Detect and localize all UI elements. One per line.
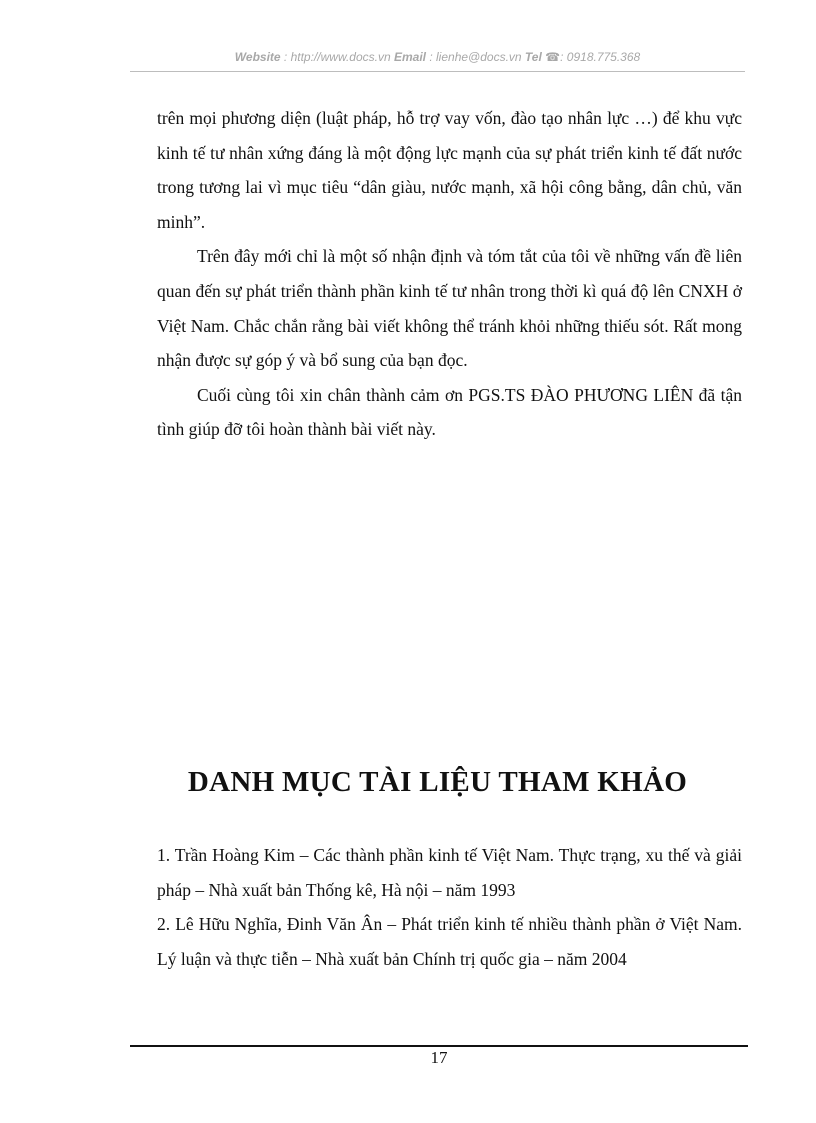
website-value: : http://www.docs.vn <box>283 50 391 64</box>
telephone-icon: ☎ <box>545 50 561 64</box>
tel-label: Tel <box>524 50 542 64</box>
header-divider <box>130 71 745 72</box>
reference-item-2: 2. Lê Hữu Nghĩa, Đinh Văn Ân – Phát triển kinh tế nhiều thành phần ở Việt Nam. Lý luận và thực tiễn – Nhà xuất bản Chính trị quốc gia – năm 2004 <box>157 914 742 969</box>
references-title: DANH MỤC TÀI LIỆU THAM KHẢO <box>187 766 688 798</box>
paragraph-1: trên mọi phương diện (luật pháp, hỗ trợ vay vốn, đào tạo nhân lực …) để khu vực kinh tế tư nhân xứng đáng là một động lực mạnh của sự phát triển kinh tế đất nước trong tương lai vì mục tiêu “dân giàu, nước mạnh, xã hội công bằng, dân chủ, văn minh”. <box>157 108 742 232</box>
page-header <box>130 50 745 64</box>
email-label: Email <box>393 50 426 64</box>
body-text <box>157 101 742 447</box>
website-label: Website <box>234 50 281 64</box>
paragraph-3: Cuối cùng tôi xin chân thành cảm ơn PGS.TS ĐÀO PHƯƠNG LIÊN đã tận tình giúp đỡ tôi hoàn thành bài viết này. <box>157 384 742 440</box>
email-value: : lienhe@docs.vn <box>429 50 522 64</box>
paragraph-2: Trên đây mới chỉ là một số nhận định và tóm tắt của tôi về những vấn đề liên quan đến sự phát triển thành phần kinh tế tư nhân trong thời kì quá độ lên CNXH ở Việt Nam. Chắc chắn rằng bài viết không thể tránh khỏi những thiếu sót. Rất mong nhận được sự góp ý và bổ sung của bạn đọc. <box>157 246 742 371</box>
references-list <box>157 838 742 976</box>
tel-value: : 0918.775.368 <box>560 50 641 64</box>
page-number: 17 <box>430 1048 448 1067</box>
footer-divider <box>130 1045 748 1047</box>
reference-item-1: 1. Trần Hoàng Kim – Các thành phần kinh tế Việt Nam. Thực trạng, xu thế và giải pháp – Nhà xuất bản Thống kê, Hà nội – năm 1993 <box>157 845 742 900</box>
